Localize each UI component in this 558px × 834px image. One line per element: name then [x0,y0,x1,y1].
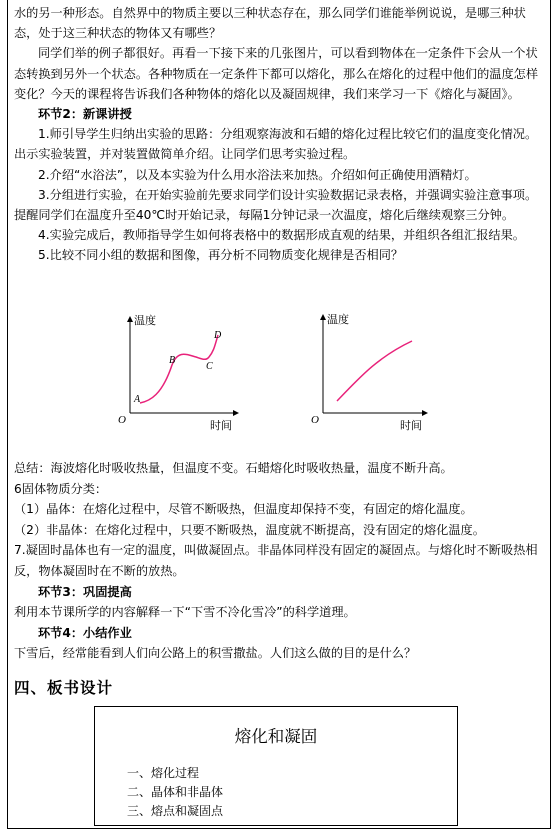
step-3: 3.分组进行实验，在开始实验前先要求同学们设计实验数据记录表格，并强调实验注意事项。提醒同学们在温度升至40℃时开始记录，每隔1分钟记录一次温度，熔化后继续观察三分钟。 [14,187,538,223]
lesson-content [14,3,544,266]
board-item: 二、晶体和非晶体 [127,785,224,799]
board-item: 三、熔点和凝固点 [127,804,224,818]
melting-curve-figures [110,305,440,435]
crystal-melting-chart [118,313,238,432]
chart1-point-a: A [134,394,141,405]
section3-heading: 环节3：巩固提高 [38,584,132,599]
chart1-point-b: B [169,355,176,366]
section3-text: 利用本节课所学的内容解释一下“下雪不冷化雪冷”的科学道理。 [14,605,356,620]
intro-paragraph-1: 水的另一种形态。自然界中的物质主要以三种状态存在，那么同学们谁能举例说说，是哪三种状态，处于这三种状态的物体又有哪些？ [14,6,526,41]
step-1: 1.师引导学生归纳出实验的思路：分组观察海波和石蜡的熔化过程比较它们的温度变化情况。出示实验装置，并对装置做简单介绍。让同学们思考实验过程。 [14,127,538,162]
chart1-point-c: C [206,361,213,372]
section4-heading: 环节4：小结作业 [38,625,132,640]
noncrystal-definition: （2）非晶体：在熔化过程中，只要不断吸热，温度就不断提高，没有固定的熔化温度。 [14,522,485,537]
chart1-point-d: D [214,330,222,341]
conclusion-text: 总结：海波熔化时吸收热量，但温度不变。石蜡熔化时吸收热量，温度不断升高。 [14,461,453,475]
step-5: 5.比较不同小组的数据和图像，再分析不同物质变化规律是否相同？ [38,248,404,263]
classification-heading: 6固体物质分类： [14,481,108,496]
chart1-origin: O [118,414,126,426]
chart1-xlabel: 时间 [210,420,232,432]
chart1-ylabel: 温度 [134,315,156,327]
chart2-curve [337,341,412,401]
blackboard-box [94,706,458,826]
board-items [127,764,223,821]
freezing-point-text: 7.凝固时晶体也有一定的温度，叫做凝固点。非晶体同样没有固定的凝固点。与熔化时不断吸热相反，物体凝固时在不断的放热。 [14,543,538,578]
board-heading: 熔化和凝固 [234,727,318,746]
noncrystal-melting-chart [311,312,427,432]
lesson-summary [14,458,544,664]
section2-heading: 环节2：新课讲授 [38,107,132,122]
board-design-title: 四、板书设计 [14,679,114,697]
section4-text: 下雪后，经常能看到人们向公路上的积雪撒盐。人们这么做的目的是什么？ [14,646,417,661]
step-4: 4.实验完成后，教师指导学生如何将表格中的数据形成直观的结果，并组织各组汇报结果。 [38,228,525,243]
board-item: 一、熔化过程 [127,766,200,780]
chart2-ylabel: 温度 [327,314,349,326]
chart2-origin: O [311,414,319,426]
step-2: 2.介绍“水浴法”，以及本实验为什么用水浴法来加热。介绍如何正确使用酒精灯。 [38,167,477,182]
intro-paragraph-2: 同学们举的例子都很好。再看一下接下来的几张图片，可以看到物体在一定条件下会从一个状态转换到另外一个状态。各种物质在一定条件下都可以熔化，那么在熔化的过程中他们的温度怎样变化？今天的课程将告诉我们各种物体的熔化以及凝固规律，我们来学习一下《熔化与凝固》。 [14,46,539,101]
chart2-xlabel: 时间 [400,420,422,432]
crystal-definition: （1）晶体：在熔化过程中，尽管不断吸热，但温度却保持不变，有固定的熔化温度。 [14,502,473,517]
